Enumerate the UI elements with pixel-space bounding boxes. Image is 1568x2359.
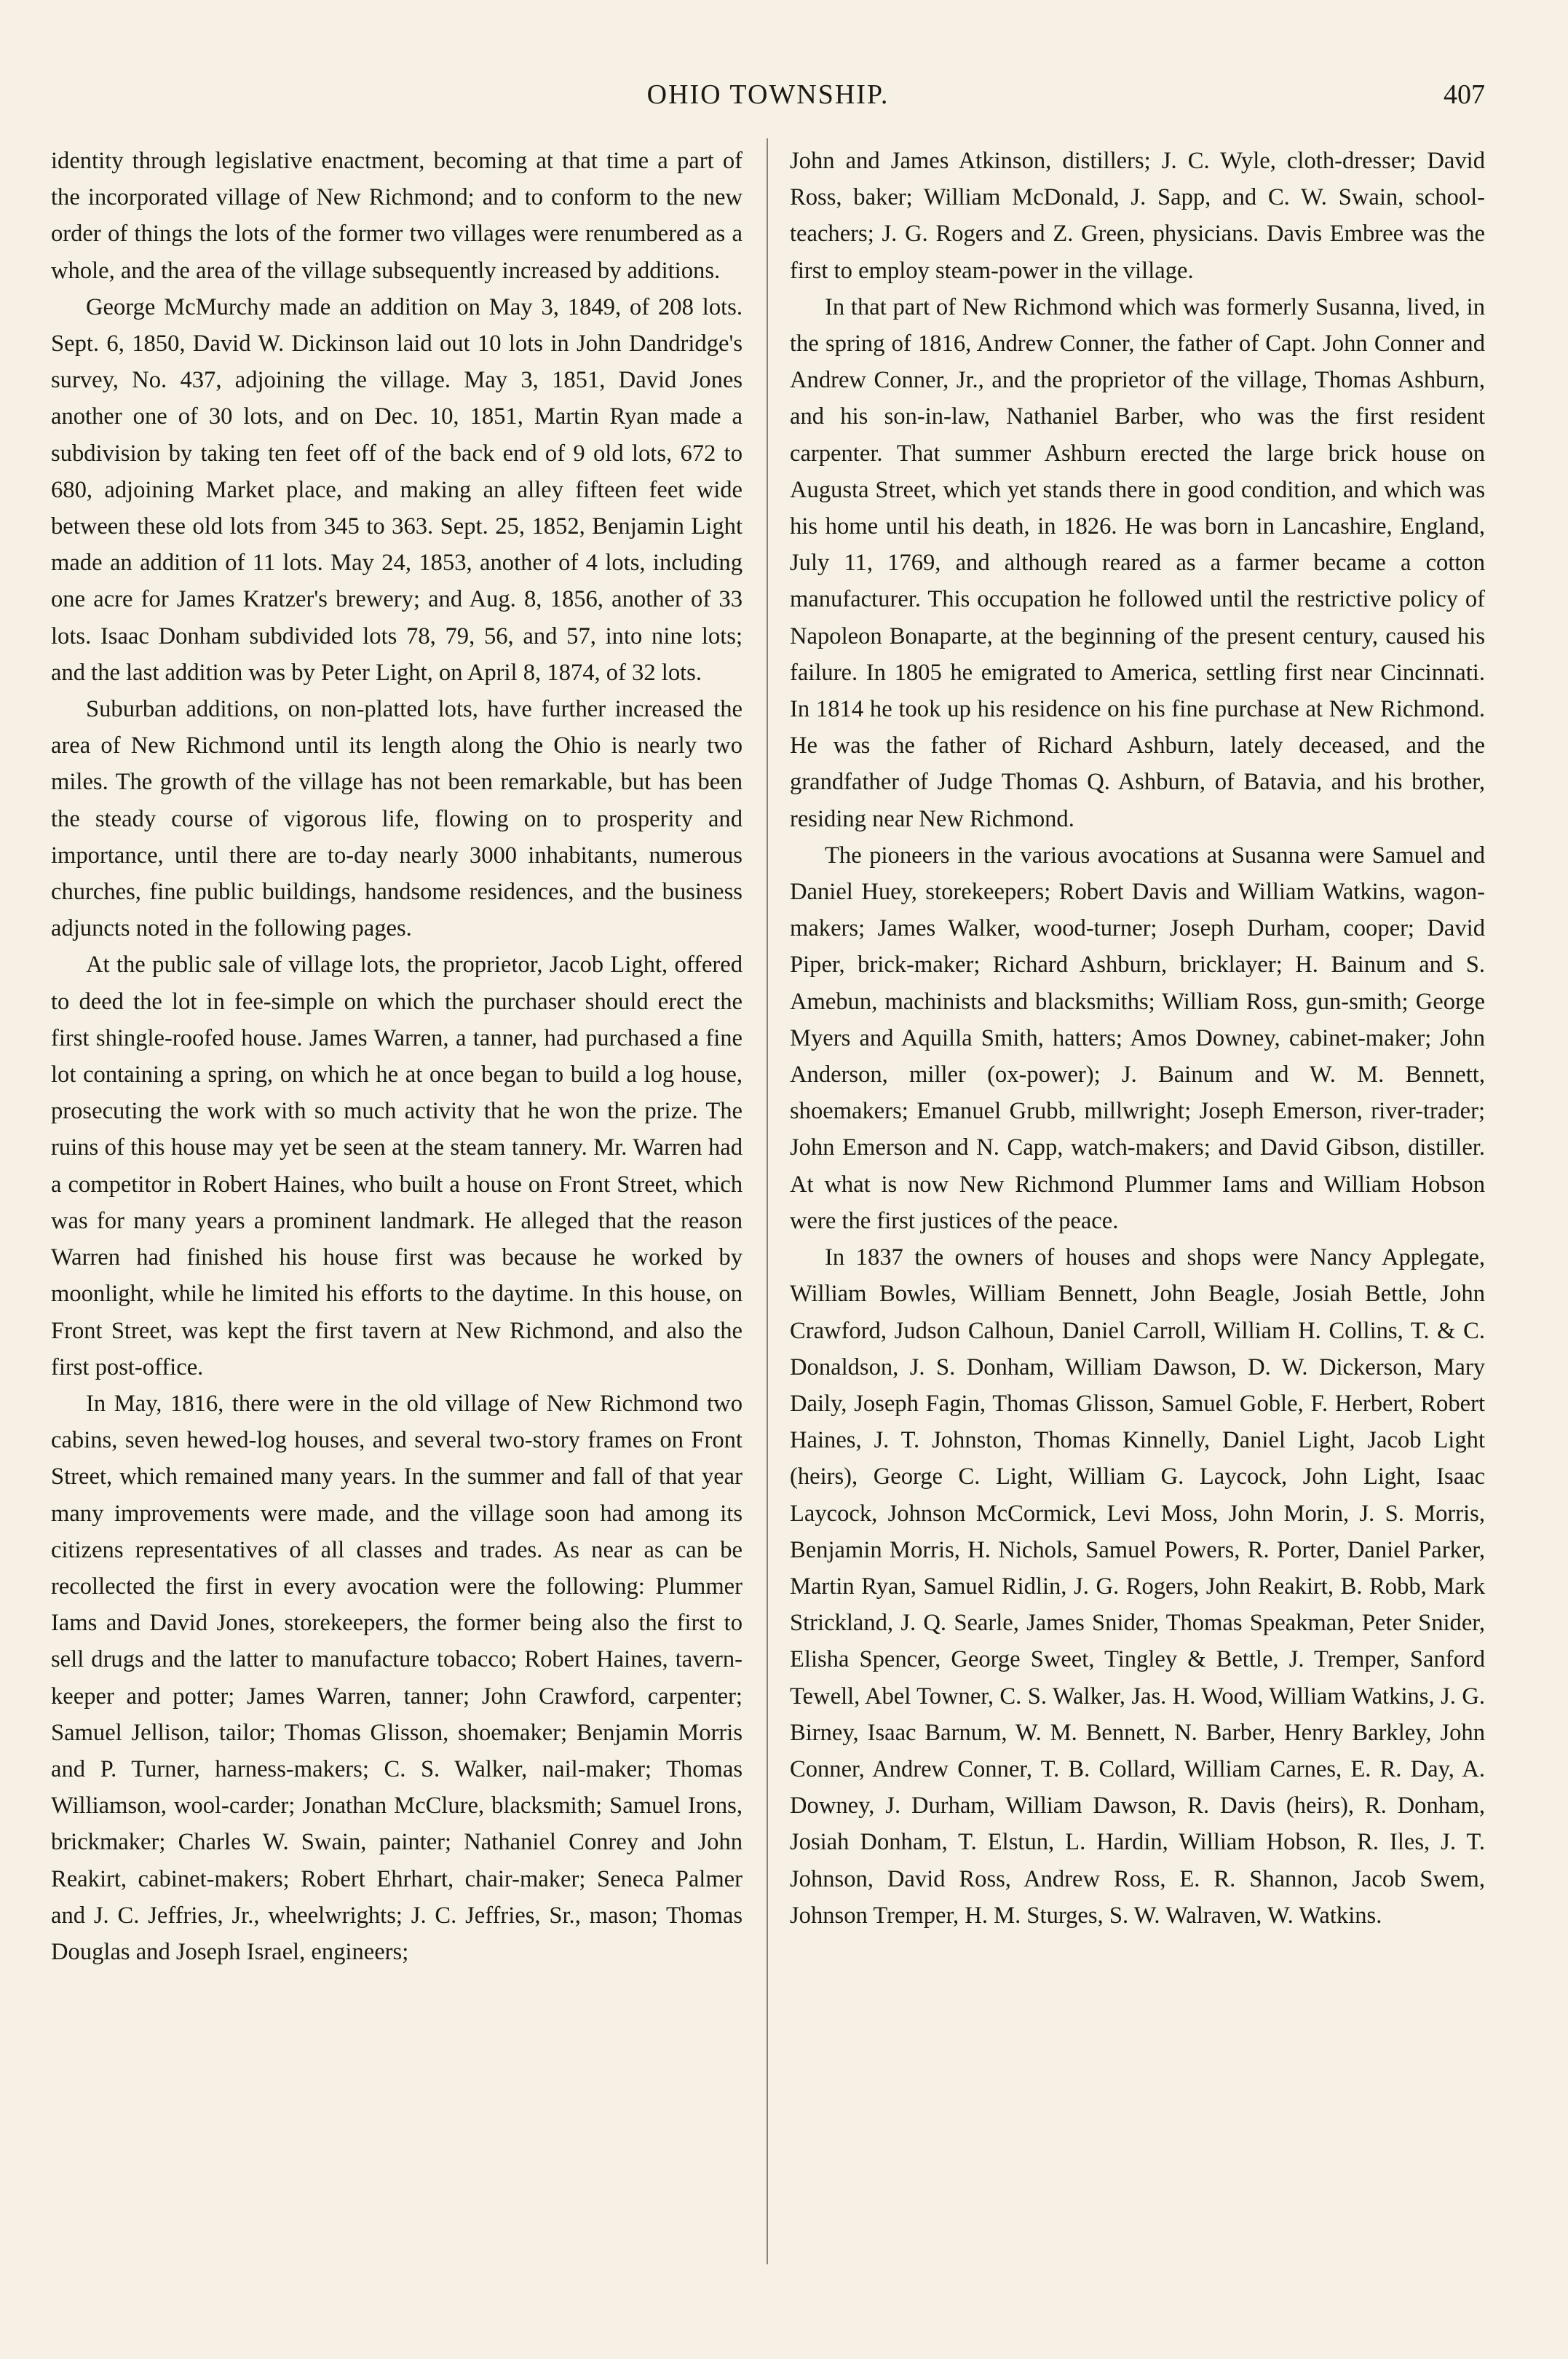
page-header [51, 79, 1485, 122]
column-divider [767, 138, 768, 2264]
paragraph: In that part of New Richmond which was formerly Susanna, lived, in the spring of 1816, Andrew Conner, the father of Capt. John Conner and Andrew Conner, Jr., and the proprietor of the village, Thomas Ashburn, and his son-in-law, Nathaniel Barber, who was the first resident carpenter. That summer Ashburn erected the large brick house on Augusta Street, which yet stands there in good condition, and which was his home until his death, in 1826. He was born in Lancashire, England, July 11, 1769, and although reared as a farmer became a cotton manufacturer. This occupation he followed until the restrictive policy of Napoleon Bonaparte, at the beginning of the present century, caused his failure. In 1805 he emigrated to America, settling first near Cincinnati. In 1814 he took up his residence on his fine purchase at New Richmond. He was the father of Richard Ashburn, lately deceased, and the grandfather of Judge Thomas Q. Ashburn, of Batavia, and his brother, residing near New Richmond. [790, 293, 1485, 832]
paragraph: In 1837 the owners of houses and shops were Nancy Applegate, William Bowles, William Bennett, John Beagle, Josiah Bettle, John Crawford, Judson Calhoun, Daniel Carroll, William H. Collins, T. & C. Donaldson, J. S. Donham, William Dawson, D. W. Dickerson, Mary Daily, Joseph Fagin, Thomas Glisson, Samuel Goble, F. Herbert, Robert Haines, J. T. Johnston, Thomas Kinnelly, Daniel Light, Jacob Light (heirs), George C. Light, William G. Laycock, John Light, Isaac Laycock, Johnson McCormick, Levi Moss, John Morin, J. S. Morris, Benjamin Morris, H. Nichols, Samuel Powers, R. Porter, Daniel Parker, Martin Ryan, Samuel Ridlin, J. G. Rogers, John Reakirt, B. Robb, Mark Strickland, J. Q. Searle, James Snider, Thomas Speakman, Peter Snider, Elisha Spencer, George Sweet, Tingley & Bettle, J. Tremper, Sanford Tewell, Abel Towner, C. S. Walker, Jas. H. Wood, William Watkins, J. G. Birney, Isaac Barnum, W. M. Bennett, N. Barber, Henry Barkley, John Conner, Andrew Conner, T. B. Collard, William Carnes, E. R. Day, A. Downey, J. Durham, William Dawson, R. Davis (heirs), R. Donham, Josiah Donham, T. Elstun, L. Hardin, William Hobson, R. Iles, J. T. Johnson, David Ross, Andrew Ross, E. R. Shannon, Jacob Swem, Johnson Tremper, H. M. Sturges, S. W. Walraven, W. Watkins. [790, 1244, 1485, 1929]
paragraph: identity through legislative enactment, becoming at that time a part of the incorporated village of New Richmond; and to conform to the new order of things the lots of the former two villages were renumbered as a whole, and the area of the village subsequently increased by additions. [51, 148, 743, 284]
paragraph: Suburban additions, on non-platted lots, have further increased the area of New Richmond until its length along the Ohio is nearly two miles. The growth of the village has not been remarkable, but has been the steady course of vigorous life, flowing on to prosperity and importance, until there are to-day nearly 3000 inhabitants, numerous churches, fine public buildings, handsome residences, and the business adjuncts noted in the following pages. [51, 696, 743, 942]
paragraph: The pioneers in the various avocations at Susanna were Samuel and Daniel Huey, storekeepers; Robert Davis and William Watkins, wagon-makers; James Walker, wood-turner; Joseph Durham, cooper; David Piper, brick-maker; Richard Ashburn, bricklayer; H. Bainum and S. Amebun, machinists and blacksmiths; William Ross, gun-smith; George Myers and Aquilla Smith, hatters; Amos Downey, cabinet-maker; John Anderson, miller (ox-power); J. Bainum and W. M. Bennett, shoemakers; Emanuel Grubb, millwright; Joseph Emerson, river-trader; John Emerson and N. Capp, watch-makers; and David Gibson, distiller. At what is now New Richmond Plummer Iams and William Hobson were the first justices of the peace. [790, 842, 1485, 1234]
running-title: OHIO TOWNSHIP. [646, 79, 890, 110]
paragraph: At the public sale of village lots, the proprietor, Jacob Light, offered to deed the lot in fee-simple on which the purchaser should erect the first shingle-roofed house. James Warren, a tanner, had purchased a fine lot containing a spring, on which he at once began to build a log house, prosecuting the work with so much activity that he won the prize. The ruins of this house may yet be seen at the steam tannery. Mr. Warren had a competitor in Robert Haines, who built a house on Front Street, which was for many years a prominent landmark. He alleged that the reason Warren had finished his house first was because he worked by moonlight, while he limited his efforts to the daytime. In this house, on Front Street, was kept the first tavern at New Richmond, and also the first post-office. [51, 952, 743, 1380]
paragraph: In May, 1816, there were in the old village of New Richmond two cabins, seven hewed-log houses, and several two-story frames on Front Street, which remained many years. In the summer and fall of that year many improvements were made, and the village soon had among its citizens representatives of all classes and trades. As near as can be recollected the first in every avocation were the following: Plummer Iams and David Jones, storekeepers, the former being also the first to sell drugs and the latter to manufacture tobacco; Robert Haines, tavern-keeper and potter; James Warren, tanner; John Crawford, carpenter; Samuel Jellison, tailor; Thomas Glisson, shoemaker; Benjamin Morris and P. Turner, harness-makers; C. S. Walker, nail-maker; Thomas Williamson, wool-carder; Jonathan McClure, blacksmith; Samuel Irons, brickmaker; Charles W. Swain, painter; Nathaniel Conrey and John Reakirt, cabinet-makers; Robert Ehrhart, chair-maker; Seneca Palmer and J. C. Jeffries, Jr., wheelwrights; J. C. Jeffries, Sr., mason; Thomas Douglas and Joseph Israel, engineers; [51, 1390, 743, 1965]
paragraph: George McMurchy made an addition on May 3, 1849, of 208 lots. Sept. 6, 1850, David W. Dickinson laid out 10 lots in John Dandridge's survey, No. 437, adjoining the village. May 3, 1851, David Jones another one of 30 lots, and on Dec. 10, 1851, Martin Ryan made a subdivision by taking ten feet off of the back end of 9 old lots, 672 to 680, adjoining Market place, and making an alley fifteen feet wide between these old lots from 345 to 363. Sept. 25, 1852, Benjamin Light made an addition of 11 lots. May 24, 1853, another of 4 lots, including one acre for James Kratzer's brewery; and Aug. 8, 1856, another of 33 lots. Isaac Donham subdivided lots 78, 79, 56, and 57, into nine lots; and the last addition was by Peter Light, on April 8, 1874, of 32 lots. [51, 293, 743, 686]
page-number: 407 [1444, 79, 1485, 110]
paragraph: John and James Atkinson, distillers; J. C. Wyle, cloth-dresser; David Ross, baker; William McDonald, J. Sapp, and C. W. Swain, school-teachers; J. G. Rogers and Z. Green, physicians. Davis Embree was the first to employ steam-power in the village. [790, 148, 1485, 284]
right-column [790, 143, 1485, 1934]
left-column [51, 143, 743, 1970]
